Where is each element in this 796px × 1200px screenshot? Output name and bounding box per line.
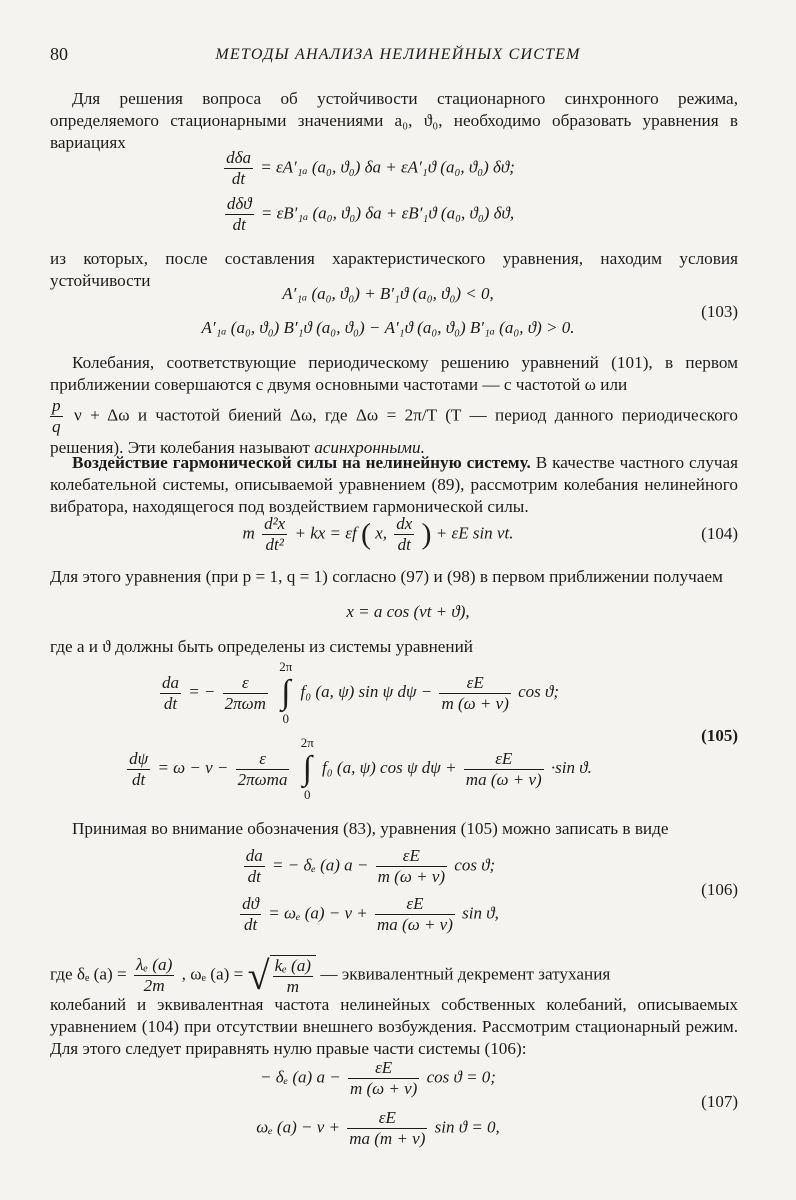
paragraph-first-approx: Для этого уравнения (при p = 1, q = 1) согласно (97) и (98) в первом приближении получаем	[50, 567, 723, 586]
page-number: 80	[50, 44, 68, 64]
paragraph-equivalent-params-line1: где δₑ (a) = $\frac{\text{λₑ (a)}}{2m}$ , ωₑ (a) = √ $\frac{\text{kₑ (a)}}{m}$ — эквивалентный декремент затухания	[50, 953, 611, 998]
equation-103-line2: A′₁ₐ (a₀, ϑ₀) B′₁ϑ (a₀, ϑ₀) − A′₁ϑ (a₀, ϑ₀) B′₁ₐ (a₀, ϑ) > 0.	[201, 318, 575, 337]
equation-variation-theta: $\frac{\text{dδϑ}}{dt}$ = εB′₁ₐ (a₀, ϑ₀) δa + εB′₁ϑ (a₀, ϑ₀) δϑ,	[226, 194, 515, 234]
paragraph-harmonic-force: Воздействие гармонической силы на нелинейную систему. В качестве частного случая колебательной системы, описываемой уравнением (89), рассмотрим колебания нелинейного вибратора, находящегося под воздействием гармонической силы.	[50, 453, 738, 516]
equation-number-104: (104)	[701, 524, 738, 543]
paragraph-system-intro: где a и ϑ должны быть определены из системы уравнений	[50, 637, 473, 656]
equation-106-a: $\frac{da}{dt}$ = − δₑ (a) a − $\frac{\varepsilon E}{m (\omega + \nu)}$ cos ϑ;	[245, 846, 496, 886]
equation-solution: x = a cos (νt + ϑ),	[346, 602, 470, 621]
paragraph-equivalent-params-rest: колебаний и эквивалентная частота нелинейных собственных колебаний, описываемых уравнением (104) при отсутствии внешнего возбуждения. Рассмотрим стационарный режим. Для этого следует приравнять нулю правые части системы (106):	[50, 995, 738, 1058]
equation-107-b: ωₑ (a) − ν + $\frac{\varepsilon E}{ma (m + \nu)}$ sin ϑ = 0,	[256, 1108, 500, 1148]
equation-variation-a: $\frac{\text{dδa}}{dt}$ = εA′₁ₐ (a₀, ϑ₀) δa + εA′₁ϑ (a₀, ϑ₀) δϑ;	[226, 148, 515, 188]
paragraph-variations-intro: Для решения вопроса об устойчивости стационарного синхронного режима, определяемого стационарными значениями a₀, ϑ₀, необходимо образовать уравнения в вариациях	[50, 89, 738, 152]
equation-105-b: $\frac{d\psi}{dt}$ = ω − ν − $\frac{\varepsilon}{\text{2πωma}}$ 2π ∫ 0 f₀ (a, ψ) cos ψ dψ + $\frac{\varepsilon E}{ma (\omega + \nu)}$ ·sin ϑ.	[129, 735, 592, 802]
equation-104: m $\frac{\text{d²x}}{\text{dt²}}$ + kx = εf ( x, $\frac{dx}{dt}$ ) + εE sin νt.	[242, 514, 514, 554]
running-title: МЕТОДЫ АНАЛИЗА НЕЛИНЕЙНЫХ СИСТЕМ	[215, 46, 581, 63]
paragraph-notation: Принимая во внимание обозначения (83), уравнения (105) можно записать в виде	[72, 819, 669, 838]
paragraph-stability-conditions: из которых, после составления характеристического уравнения, находим условия устойчивости	[50, 249, 738, 290]
equation-103-line1: A′₁ₐ (a₀, ϑ₀) + B′₁ϑ (a₀, ϑ₀) < 0,	[282, 284, 494, 303]
paragraph-asynchronous-line2: $\frac{p}{q}$ ν + Δω и частотой биений Δω, где Δω = 2π/T (T — период данного периодического решения). Эти колебания называют асинхронными.	[50, 396, 739, 457]
equation-number-105: (105)	[701, 726, 738, 745]
equation-number-103: (103)	[701, 302, 738, 321]
paragraph-asynchronous-line1: Колебания, соответствующие периодическому решению уравнений (101), в первом приближении совершаются с двумя основными частотами — с частотой ω или	[50, 353, 738, 394]
equation-number-107: (107)	[701, 1092, 738, 1111]
equation-107-a: − δₑ (a) a − $\frac{\varepsilon E}{m (\omega + \nu)}$ cos ϑ = 0;	[260, 1058, 496, 1098]
equation-105-a: $\frac{da}{dt}$ = − $\frac{\varepsilon}{\text{2πωm}}$ 2π ∫ 0 f₀ (a, ψ) sin ψ dψ − $\frac{\varepsilon E}{m (\omega + \nu)}$ cos ϑ;	[161, 659, 560, 726]
equation-number-106: (106)	[701, 880, 738, 899]
equation-106-b: $\frac{dϑ}{dt}$ = ωₑ (a) − ν + $\frac{\varepsilon E}{ma (\omega + \nu)}$ sin ϑ,	[242, 894, 499, 934]
